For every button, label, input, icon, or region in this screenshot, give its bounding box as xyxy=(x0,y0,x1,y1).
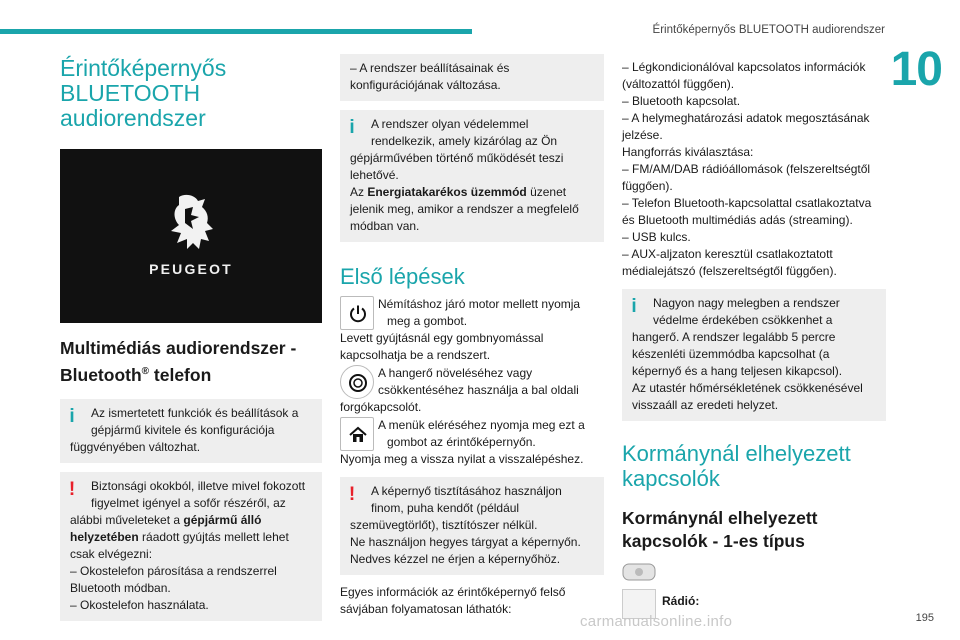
peugeot-logo-image xyxy=(60,149,322,323)
column-3 xyxy=(622,59,886,623)
header-accent-bar xyxy=(0,29,472,34)
subsection-title: Multimédiás audiorendszer - Bluetooth® telefon xyxy=(60,338,297,385)
column-2 xyxy=(340,54,604,618)
volume-instruction: A hangerő növeléséhez vagy csökkentéséhez használja a bal oldali forgókapcsolót. xyxy=(340,366,579,414)
radio-row: Rádió: xyxy=(622,589,886,623)
info-icon: i xyxy=(349,117,355,138)
warning-note-box: ! A képernyő tisztításához használjon finom, puha kendőt (például szemüvegtörlőt), tisztítószer nélkül. Ne használjon hegyes tárgyat a képernyőn. Nedves kézzel ne érjen a képernyőhöz. xyxy=(340,477,604,575)
page-title: Érintőképernyős BLUETOOTH audiorendszer xyxy=(60,55,227,131)
watermark: carmanualsonline.info xyxy=(580,613,733,630)
warning-note-box: ! Biztonsági okokból, illetve mivel fokozott figyelmet igényel a sofőr részéről, az alábbi műveleteket a gépjármű álló helyzetében ráadott gyújtás mellett lehet csak elvégezni: – Okostelefon párosítása a rendszerrel Bluetooth módban. – Okostelefon használata. xyxy=(60,472,322,621)
running-title: Érintőképernyős BLUETOOTH audiorendszer xyxy=(652,24,885,36)
subsection-title: Kormánynál elhelyezett kapcsolók - 1-es típus xyxy=(622,508,818,551)
brand-wordmark: PEUGEOT xyxy=(149,261,233,277)
section-heading: Kormánynál elhelyezett kapcsolók xyxy=(622,441,851,491)
steering-switch-icon xyxy=(622,561,656,583)
power-instruction: Némításhoz járó motor mellett nyomja meg a gombot. Levett gyújtásnál egy gombnyomással kapcsolhatja be a rendszert. xyxy=(340,297,581,362)
lion-emblem-icon xyxy=(165,193,219,251)
info-icon: i xyxy=(69,405,75,427)
info-note-box: i Nagyon nagy melegben a rendszer védelme érdekében csökkenhet a hangerő. A rendszer legalább 5 percre készenléti üzemmódba kapcsolhat (a képernyő és a hang teljesen kikapcsol). Az utastér hőmérsékletének csökkenésével visszaáll az eredeti helyzet. xyxy=(622,289,886,421)
home-button-icon xyxy=(340,417,374,451)
info-bar-intro: Egyes információk az érintőképernyő felső sávjában folyamatosan láthatók: xyxy=(340,585,566,616)
power-button-icon xyxy=(340,296,374,330)
steering-switch-illustration xyxy=(622,561,886,588)
chapter-number: 10 xyxy=(890,43,942,96)
continued-list-box: – A rendszer beállításainak és konfigurációjának változása. xyxy=(340,54,604,101)
info-note-box: i A rendszer olyan védelemmel rendelkezik, amely kizárólag az Ön gépjárművében történő működését teszi lehetővé. Az Energiatakarékos üzemmód üzenet jelenik meg, amikor a rendszer a megfelelő módban van. xyxy=(340,110,604,242)
info-note-box: i Az ismertetett funkciók és beállítások a gépjármű kivitele és konfigurációja függvényében változhat. xyxy=(60,399,322,463)
home-instruction: A menük eléréséhez nyomja meg ezt a gombot az érintőképernyőn. Nyomja meg a vissza nyilat a visszalépéshez. xyxy=(340,418,585,466)
status-list: – Légkondicionálóval kapcsolatos információk (változattól függően). – Bluetooth kapcsolat. – A helymeghatározási adatok megosztásának jelzése. Hangforrás kiválasztása: – FM/AM/DAB rádióállomások (felszereltségtől függően). – Telefon Bluetooth-kapcsolattal csatlakoztatva és Bluetooth multimédiás adás (streaming). – USB kulcs. – AUX-aljzaton keresztül csatlakoztatott médialejátszó (felszereltségtől függően). xyxy=(622,60,872,278)
volume-knob-icon xyxy=(340,365,374,399)
info-icon: i xyxy=(631,296,637,317)
warning-icon: ! xyxy=(348,484,356,505)
section-heading: Első lépések xyxy=(340,264,465,289)
page-number: 195 xyxy=(915,612,934,624)
warning-icon: ! xyxy=(68,478,76,500)
column-1 xyxy=(60,52,322,621)
